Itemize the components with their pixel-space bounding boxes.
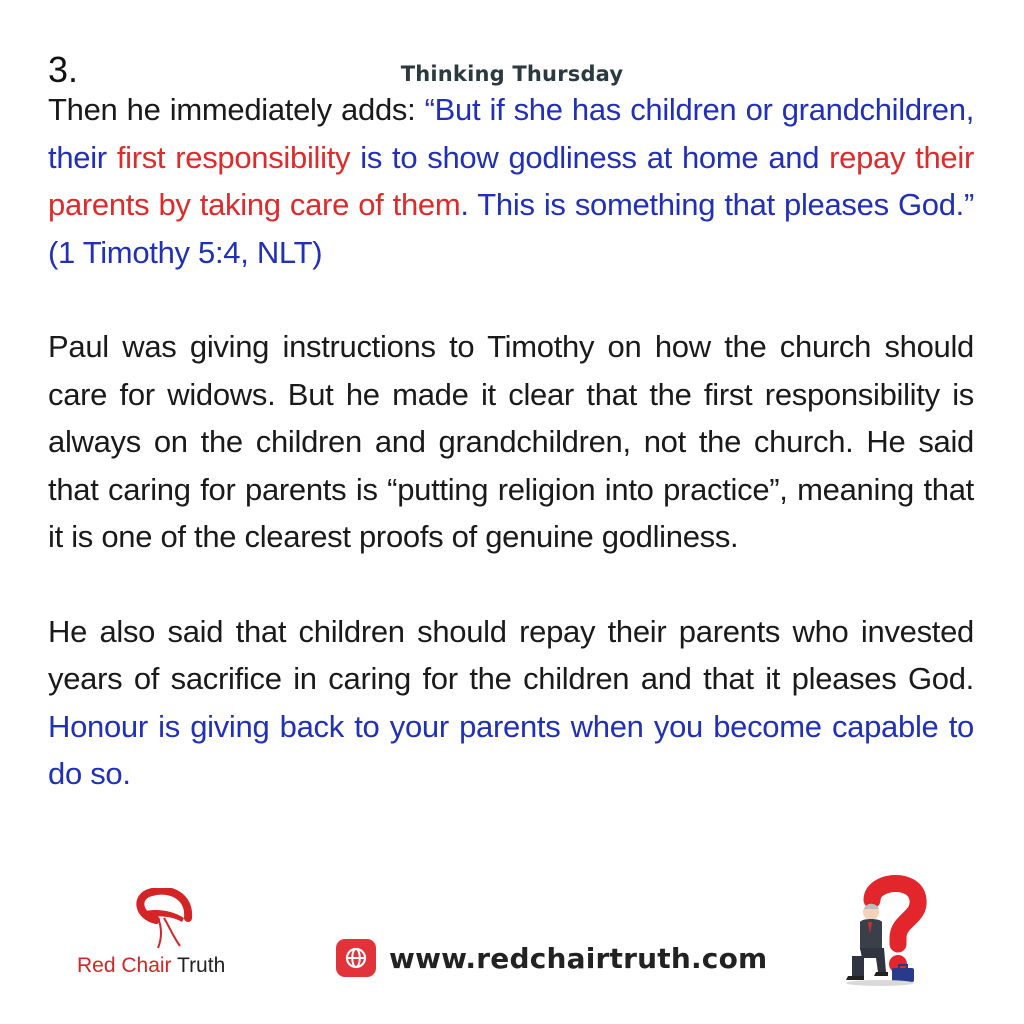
paragraph-2 bbox=[48, 323, 974, 561]
text-run: Paul was giving instructions to Timothy on how the church should care for widows. But he made it clear that the first responsibility is always on the children and grandchildren, not the church. He said that caring for parents is “putting religion into practice”, meaning that it is one of the clearest proofs of genuine godliness. bbox=[48, 329, 974, 554]
globe-icon bbox=[336, 939, 376, 977]
scripture-quote: is to show godliness at home and bbox=[350, 139, 830, 175]
paragraph-1 bbox=[48, 86, 974, 276]
brand-logo bbox=[70, 888, 270, 988]
slide-number: 3. bbox=[48, 49, 79, 90]
scripture-quote: . This is something that pleases God.” (1 Timothy 5:4, NLT) bbox=[48, 187, 974, 270]
highlight-text: Honour is giving back to your parents when you become capable to do so. bbox=[48, 708, 974, 791]
website-url[interactable]: www.redchairtruth.com bbox=[389, 941, 768, 975]
text-run: Then he immediately adds: bbox=[48, 92, 425, 127]
scripture-quote: “But if she has children or grandchildren, their bbox=[48, 92, 975, 175]
website-link[interactable] bbox=[336, 938, 767, 978]
article-body bbox=[48, 86, 974, 798]
highlight-text: first responsibility bbox=[116, 139, 351, 175]
red-chair-logo-icon bbox=[128, 888, 208, 955]
page-title: Thinking Thursday bbox=[400, 62, 624, 86]
brand-name: Red Chair Truth bbox=[77, 954, 226, 977]
paragraph-3 bbox=[48, 608, 974, 798]
text-run: He also said that children should repay their parents who invested years of sacrifice in caring for the children and that it pleases God. bbox=[48, 613, 974, 696]
question-mark-thinker-icon bbox=[838, 872, 938, 992]
highlight-text: repay their parents by taking care of them bbox=[48, 139, 974, 222]
